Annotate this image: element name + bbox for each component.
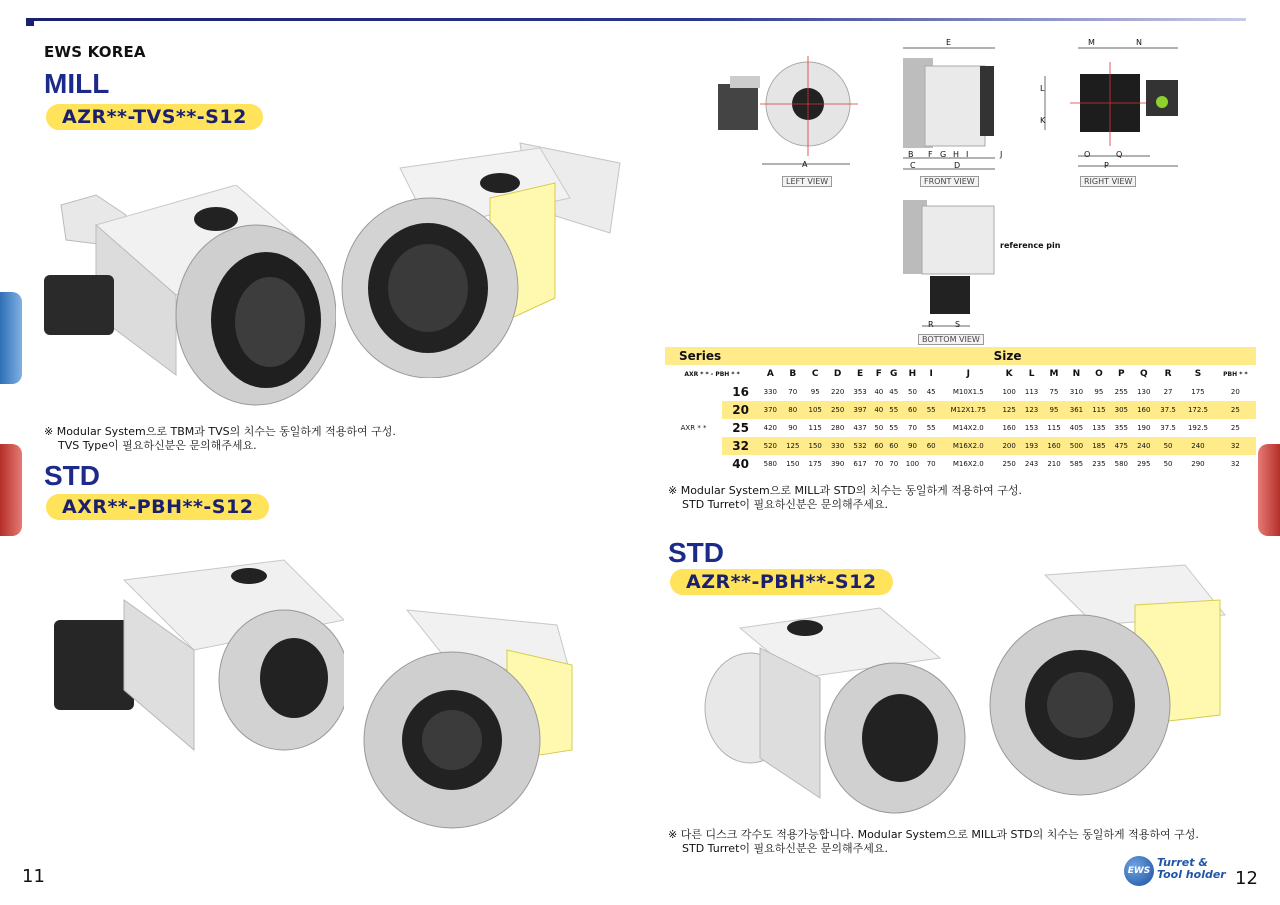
table-cell: 185 [1088,437,1110,455]
table-cell: 135 [1092,424,1106,432]
std-right-turret-photo-2 [985,555,1230,800]
table-cell: 193 [1020,437,1042,455]
series-header: Series [665,347,759,365]
table-cell: 520 [759,437,781,455]
table-cell: 115 [1088,401,1110,419]
table-note-line-1: ※ Modular System으로 MILL과 STD의 치수는 동일하게 적용하여 구성. [668,484,1023,497]
table-cell: 95 [1094,388,1104,396]
table-cell: 55 [886,401,901,419]
table-cell: 45 [926,388,936,396]
table-cell: 75 [1049,388,1059,396]
table-note-line-2: STD Turret이 필요하신분은 문의해주세요. [682,498,889,511]
table-cell: 55 [889,424,899,432]
dim-B: B [908,150,914,159]
col-H: H [908,369,917,379]
table-cell: M14X2.0 [952,424,984,432]
dim-H: H [953,150,960,159]
left-page-number: 11 [22,866,45,887]
top-corner-mark [26,18,34,26]
table-cell: 95 [1043,401,1065,419]
model-label: AXR * * - PBH * * [684,370,740,378]
table-cell: 200 [998,437,1020,455]
table-cell: M12X1.75 [939,401,998,419]
col-E: E [857,369,864,379]
table-cell: 150 [804,437,826,455]
table-cell: 243 [1024,460,1039,468]
col-O: O [1095,369,1103,379]
col-R: R [1164,369,1172,379]
table-cell: 160 [1002,424,1016,432]
left-view-caption: LEFT VIEW [782,176,832,187]
table-cell: 100 [1002,388,1016,396]
col-G: G [890,369,898,379]
std-left-model-pill: AXR**-PBH**-S12 [46,494,269,520]
dim-C: C [910,161,916,170]
logo-caption-line-1: Turret & [1157,856,1208,869]
table-cell: 25 [1215,401,1256,419]
table-cell: 25 [1230,424,1240,432]
table-cell: 172.5 [1181,401,1215,419]
dim-G: G [940,150,947,159]
series-cell: 16 [732,385,749,399]
technical-drawings [700,36,1200,346]
table-cell: 113 [1024,388,1039,396]
col-M: M [1049,369,1059,379]
table-cell: 20 [1230,388,1240,396]
table-cell: M16X2.0 [952,460,984,468]
front-view-caption: FRONT VIEW [920,176,979,187]
col-A: A [766,369,774,379]
table-cell: 330 [826,437,848,455]
logo-caption-line-2: Tool holder [1157,868,1226,881]
size-header: Size [759,347,1256,365]
table-row [665,401,1256,419]
table-cell: 115 [808,424,822,432]
table-cell: 580 [1114,460,1129,468]
col-Q: Q [1139,369,1148,379]
bottom-note [668,828,1199,856]
table-header-row [665,347,1256,365]
table-note [668,484,1022,512]
table-cell: 305 [1110,401,1132,419]
table-cell: 70 [926,460,936,468]
bottom-note-line-1: ※ 다른 디스크 각수도 적용가능합니다. Modular System으로 MILL과 STD의 치수는 동일하게 적용하여 구성. [668,828,1199,841]
table-cell: 330 [763,388,778,396]
column-header-row [665,365,1256,383]
table-cell: 290 [1191,460,1205,468]
col-S: S [1194,369,1202,379]
table-cell: 115 [1047,424,1061,432]
table-cell: 192.5 [1187,424,1208,432]
table-row [665,419,1256,437]
table-cell: 130 [1137,388,1151,396]
col-D: D [833,369,842,379]
col-B: B [789,369,797,379]
table-cell: 100 [905,460,920,468]
table-cell: 125 [998,401,1020,419]
table-cell: 55 [924,401,939,419]
top-rule [26,18,1246,21]
table-cell: 60 [901,401,923,419]
dim-S: S [955,320,961,329]
mill-note [44,425,396,453]
col-P: P [1118,369,1125,379]
std-right-turret-photo-1 [700,598,970,818]
series-cell: 25 [732,421,749,435]
table-cell: 250 [1002,460,1016,468]
std-turret-photo-1 [44,550,344,755]
table-cell: 175 [808,460,822,468]
col-J: J [966,369,970,379]
table-cell: 153 [1024,424,1039,432]
table-cell: 55 [926,424,936,432]
table-cell: 280 [830,424,845,432]
series-cell: 40 [732,457,749,471]
col-C: C [811,369,819,379]
std-right-model-pill: AZR**-PBH**-S12 [670,569,893,595]
table-cell: M10X1.5 [952,388,984,396]
dim-E: E [946,38,952,47]
ews-logo-text: EWS [1127,866,1151,876]
table-cell: 295 [1137,460,1151,468]
table-cell: 50 [1163,460,1173,468]
table-cell: 310 [1069,388,1084,396]
dim-Q: Q [1116,150,1123,159]
table-cell: 532 [849,437,871,455]
table-cell: 70 [874,460,884,468]
reference-pin-label: reference pin [1000,241,1061,250]
table-cell: 123 [1020,401,1042,419]
table-cell: 80 [782,401,804,419]
col-PBH: PBH * * [1223,370,1248,378]
table-cell: 190 [1137,424,1151,432]
table-cell: 60 [871,437,886,455]
col-L: L [1028,369,1035,379]
dim-D: D [954,161,961,170]
col-K: K [1005,369,1013,379]
size-table-body [665,383,1256,473]
table-cell: 50 [1155,437,1181,455]
std-turret-photo-2 [357,600,587,830]
table-cell: 90 [788,424,798,432]
table-cell: 125 [782,437,804,455]
table-cell: 60 [924,437,939,455]
std-left-title: STD [44,460,100,491]
table-cell: 390 [830,460,845,468]
table-cell: 437 [853,424,867,432]
dim-A: A [802,160,808,169]
mill-model-pill: AZR**-TVS**-S12 [46,104,263,130]
table-cell: 397 [849,401,871,419]
table-cell: 95 [810,388,820,396]
dim-P: P [1104,161,1109,170]
dim-J: J [1000,150,1003,159]
table-cell: 361 [1065,401,1087,419]
table-cell: 210 [1047,460,1061,468]
table-cell: 240 [1181,437,1215,455]
table-row [665,455,1256,473]
brand-label: EWS KOREA [44,43,146,61]
table-cell: 37.5 [1155,401,1181,419]
series-cell: 20 [722,401,759,419]
table-cell: 160 [1133,401,1155,419]
table-cell: 353 [853,388,867,396]
mill-note-line-2: TVS Type이 필요하신분은 문의해주세요. [58,439,257,452]
table-cell: M16X2.0 [939,437,998,455]
table-cell: 40 [871,401,886,419]
table-cell: 617 [853,460,867,468]
table-row [665,383,1256,401]
table-cell: 60 [886,437,901,455]
dim-M: M [1088,38,1095,47]
table-cell: 70 [889,460,899,468]
table-cell: 240 [1133,437,1155,455]
table-cell: 500 [1065,437,1087,455]
logo-caption [1157,857,1226,881]
dim-F: F [928,150,933,159]
table-cell: 250 [826,401,848,419]
table-cell: 220 [830,388,845,396]
size-table [665,347,1256,473]
col-I: I [929,369,933,379]
dim-N: N [1136,38,1142,47]
table-cell: 420 [763,424,778,432]
table-cell: 105 [804,401,826,419]
table-cell: 580 [763,460,778,468]
table-cell: 27 [1163,388,1173,396]
table-cell: 70 [788,388,798,396]
dim-L: L [1040,84,1045,93]
side-tab-left-red [0,444,22,536]
table-cell: 45 [889,388,899,396]
ews-logo [1124,856,1154,886]
side-tab-right-red [1258,444,1280,536]
table-cell: 37.5 [1160,424,1176,432]
table-cell: 235 [1092,460,1106,468]
table-cell: 32 [1215,437,1256,455]
table-cell: 475 [1110,437,1132,455]
table-cell: 50 [907,388,917,396]
table-cell: 160 [1043,437,1065,455]
dim-K: K [1040,116,1046,125]
right-view-caption: RIGHT VIEW [1080,176,1136,187]
right-page-number: 12 [1235,868,1258,889]
table-cell: 150 [786,460,800,468]
table-cell: 585 [1069,460,1084,468]
dim-I: I [966,150,969,159]
table-cell: 175 [1191,388,1205,396]
bottom-note-line-2: STD Turret이 필요하신분은 문의해주세요. [682,842,889,855]
table-cell: 355 [1114,424,1129,432]
dim-R: R [928,320,934,329]
table-cell: 50 [874,424,884,432]
row-group-label: AXR * * [665,383,722,473]
table-cell: 90 [901,437,923,455]
table-cell: 40 [874,388,884,396]
mill-note-line-1: ※ Modular System으로 TBM과 TVS의 치수는 동일하게 적용하여 구성. [44,425,396,438]
col-N: N [1072,369,1081,379]
std-right-title: STD [668,537,724,568]
mill-title: MILL [44,68,110,99]
dim-O: O [1084,150,1091,159]
mill-turret-photo-2 [340,138,640,378]
table-cell: 255 [1114,388,1129,396]
table-cell: 405 [1069,424,1084,432]
col-F: F [875,369,882,379]
table-cell: 70 [907,424,917,432]
bottom-view-caption: BOTTOM VIEW [918,334,984,345]
mill-turret-photo-1 [36,185,336,410]
table-cell: 32 [1230,460,1240,468]
series-cell: 32 [722,437,759,455]
table-cell: 370 [759,401,781,419]
side-tab-left-blue [0,292,22,384]
table-row [665,437,1256,455]
